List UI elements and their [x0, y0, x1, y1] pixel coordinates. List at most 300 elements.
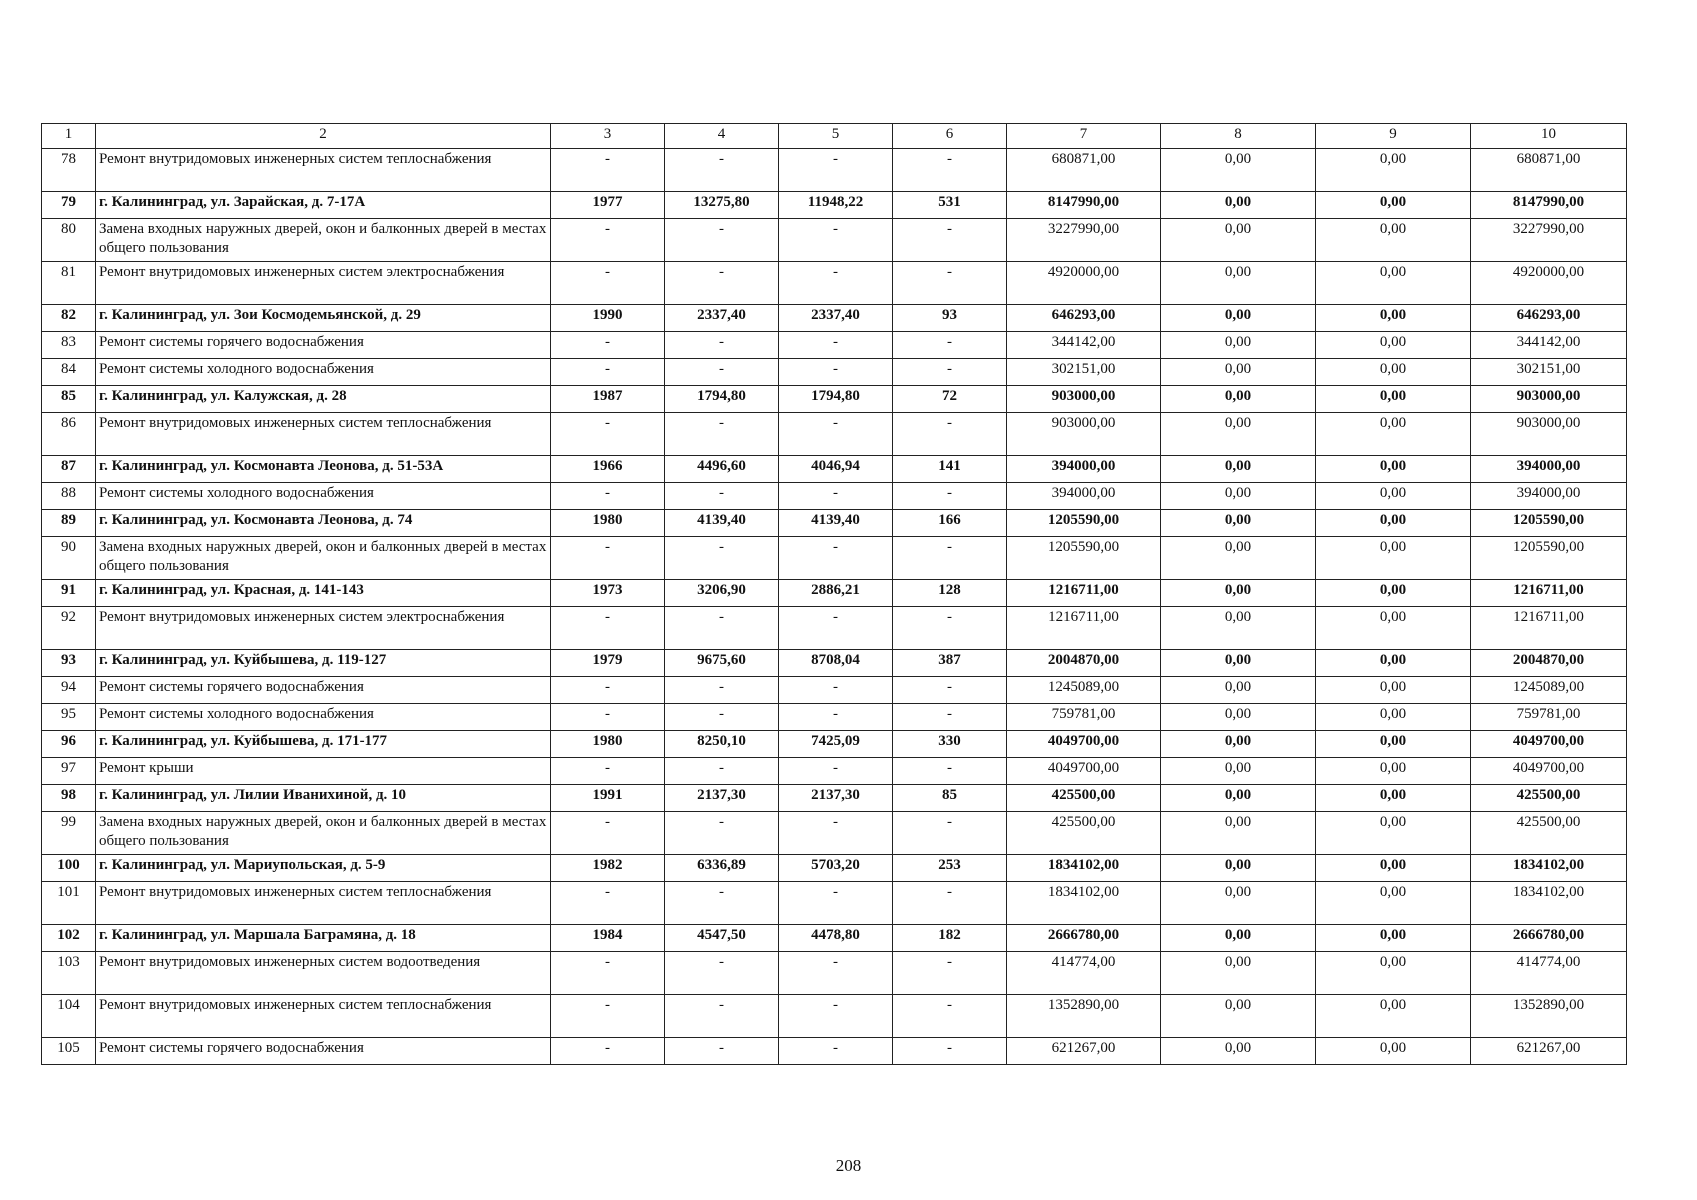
fund-column-8: 0,00	[1161, 359, 1316, 386]
total-cost: 621267,00	[1007, 1038, 1161, 1065]
total-cost: 1834102,00	[1007, 882, 1161, 925]
fund-column-10: 903000,00	[1471, 386, 1627, 413]
fund-column-9: 0,00	[1316, 995, 1471, 1038]
total-area: 8250,10	[665, 731, 779, 758]
fund-column-9: 0,00	[1316, 758, 1471, 785]
work-description: Ремонт внутридомовых инженерных систем электроснабжения	[96, 262, 551, 305]
residents-count: 128	[893, 580, 1007, 607]
living-area: 5703,20	[779, 855, 893, 882]
work-description: Ремонт внутридомовых инженерных систем водоотведения	[96, 952, 551, 995]
total-cost: 2004870,00	[1007, 650, 1161, 677]
total-cost: 1352890,00	[1007, 995, 1161, 1038]
fund-column-9: 0,00	[1316, 192, 1471, 219]
work-description: Ремонт системы горячего водоснабжения	[96, 1038, 551, 1065]
table-row	[42, 650, 1627, 677]
total-cost: 1216711,00	[1007, 580, 1161, 607]
residents-count: -	[893, 812, 1007, 855]
fund-column-8: 0,00	[1161, 192, 1316, 219]
living-area: -	[779, 149, 893, 192]
table-row	[42, 413, 1627, 456]
build-year: 1984	[551, 925, 665, 952]
living-area: 8708,04	[779, 650, 893, 677]
fund-column-8: 0,00	[1161, 580, 1316, 607]
total-area: -	[665, 882, 779, 925]
work-description: г. Калининград, ул. Зои Космодемьянской, д. 29	[96, 305, 551, 332]
build-year: -	[551, 332, 665, 359]
work-description: Ремонт крыши	[96, 758, 551, 785]
column-header: 5	[779, 124, 893, 149]
fund-column-9: 0,00	[1316, 952, 1471, 995]
fund-column-9: 0,00	[1316, 580, 1471, 607]
row-number: 90	[42, 537, 96, 580]
build-year: -	[551, 704, 665, 731]
residents-count: -	[893, 995, 1007, 1038]
living-area: -	[779, 332, 893, 359]
fund-column-8: 0,00	[1161, 995, 1316, 1038]
build-year: -	[551, 537, 665, 580]
fund-column-8: 0,00	[1161, 149, 1316, 192]
column-header: 10	[1471, 124, 1627, 149]
fund-column-8: 0,00	[1161, 607, 1316, 650]
total-cost: 1205590,00	[1007, 510, 1161, 537]
row-number: 86	[42, 413, 96, 456]
fund-column-9: 0,00	[1316, 882, 1471, 925]
fund-column-10: 394000,00	[1471, 456, 1627, 483]
total-cost: 646293,00	[1007, 305, 1161, 332]
column-header: 4	[665, 124, 779, 149]
column-header: 8	[1161, 124, 1316, 149]
build-year: 1980	[551, 510, 665, 537]
work-description: г. Калининград, ул. Мариупольская, д. 5-9	[96, 855, 551, 882]
fund-column-9: 0,00	[1316, 650, 1471, 677]
fund-column-10: 4049700,00	[1471, 731, 1627, 758]
build-year: 1990	[551, 305, 665, 332]
living-area: -	[779, 483, 893, 510]
table-row	[42, 305, 1627, 332]
build-year: -	[551, 413, 665, 456]
column-header: 7	[1007, 124, 1161, 149]
build-year: 1991	[551, 785, 665, 812]
total-cost: 1834102,00	[1007, 855, 1161, 882]
work-description: Замена входных наружных дверей, окон и балконных дверей в местах общего пользования	[96, 219, 551, 262]
fund-column-10: 344142,00	[1471, 332, 1627, 359]
living-area: -	[779, 413, 893, 456]
total-cost: 425500,00	[1007, 785, 1161, 812]
total-cost: 8147990,00	[1007, 192, 1161, 219]
residents-count: -	[893, 219, 1007, 262]
total-area: 3206,90	[665, 580, 779, 607]
living-area: -	[779, 537, 893, 580]
residents-count: -	[893, 149, 1007, 192]
build-year: 1973	[551, 580, 665, 607]
build-year: -	[551, 359, 665, 386]
row-number: 99	[42, 812, 96, 855]
fund-column-9: 0,00	[1316, 1038, 1471, 1065]
table-row	[42, 785, 1627, 812]
fund-column-10: 2004870,00	[1471, 650, 1627, 677]
build-year: -	[551, 607, 665, 650]
build-year: -	[551, 995, 665, 1038]
fund-column-9: 0,00	[1316, 855, 1471, 882]
living-area: 2337,40	[779, 305, 893, 332]
row-number: 100	[42, 855, 96, 882]
residents-count: -	[893, 704, 1007, 731]
work-description: Ремонт внутридомовых инженерных систем теплоснабжения	[96, 882, 551, 925]
total-area: 2337,40	[665, 305, 779, 332]
row-number: 91	[42, 580, 96, 607]
work-description: Ремонт внутридомовых инженерных систем электроснабжения	[96, 607, 551, 650]
table-row	[42, 704, 1627, 731]
row-number: 96	[42, 731, 96, 758]
total-cost: 2666780,00	[1007, 925, 1161, 952]
table-row	[42, 925, 1627, 952]
table-row	[42, 359, 1627, 386]
work-description: Ремонт внутридомовых инженерных систем теплоснабжения	[96, 413, 551, 456]
living-area: -	[779, 607, 893, 650]
residents-count: -	[893, 952, 1007, 995]
build-year: -	[551, 677, 665, 704]
row-number: 105	[42, 1038, 96, 1065]
build-year: 1979	[551, 650, 665, 677]
row-number: 84	[42, 359, 96, 386]
row-number: 89	[42, 510, 96, 537]
total-cost: 4049700,00	[1007, 758, 1161, 785]
living-area: -	[779, 359, 893, 386]
fund-column-9: 0,00	[1316, 305, 1471, 332]
total-cost: 1245089,00	[1007, 677, 1161, 704]
total-cost: 903000,00	[1007, 386, 1161, 413]
table-row	[42, 149, 1627, 192]
work-description: Ремонт системы холодного водоснабжения	[96, 359, 551, 386]
living-area: 4139,40	[779, 510, 893, 537]
total-area: 4547,50	[665, 925, 779, 952]
total-area: -	[665, 812, 779, 855]
fund-column-8: 0,00	[1161, 537, 1316, 580]
repair-program-table	[41, 123, 1627, 1065]
work-description: г. Калининград, ул. Космонавта Леонова, д. 74	[96, 510, 551, 537]
row-number: 104	[42, 995, 96, 1038]
fund-column-9: 0,00	[1316, 262, 1471, 305]
column-header: 9	[1316, 124, 1471, 149]
fund-column-8: 0,00	[1161, 855, 1316, 882]
residents-count: -	[893, 483, 1007, 510]
table-row	[42, 537, 1627, 580]
total-cost: 394000,00	[1007, 483, 1161, 510]
residents-count: -	[893, 607, 1007, 650]
work-description: Ремонт внутридомовых инженерных систем теплоснабжения	[96, 149, 551, 192]
fund-column-10: 1352890,00	[1471, 995, 1627, 1038]
total-area: -	[665, 219, 779, 262]
fund-column-9: 0,00	[1316, 704, 1471, 731]
residents-count: 93	[893, 305, 1007, 332]
fund-column-9: 0,00	[1316, 731, 1471, 758]
residents-count: 182	[893, 925, 1007, 952]
residents-count: -	[893, 1038, 1007, 1065]
fund-column-8: 0,00	[1161, 386, 1316, 413]
table-row	[42, 812, 1627, 855]
table-row	[42, 1038, 1627, 1065]
total-area: 9675,60	[665, 650, 779, 677]
fund-column-8: 0,00	[1161, 1038, 1316, 1065]
column-header: 3	[551, 124, 665, 149]
build-year: -	[551, 952, 665, 995]
fund-column-10: 1216711,00	[1471, 607, 1627, 650]
fund-column-8: 0,00	[1161, 731, 1316, 758]
living-area: -	[779, 758, 893, 785]
row-number: 95	[42, 704, 96, 731]
work-description: Замена входных наружных дверей, окон и балконных дверей в местах общего пользования	[96, 812, 551, 855]
table-row	[42, 456, 1627, 483]
work-description: г. Калининград, ул. Красная, д. 141-143	[96, 580, 551, 607]
fund-column-8: 0,00	[1161, 677, 1316, 704]
work-description: г. Калининград, ул. Зарайская, д. 7-17А	[96, 192, 551, 219]
total-cost: 759781,00	[1007, 704, 1161, 731]
living-area: 7425,09	[779, 731, 893, 758]
fund-column-8: 0,00	[1161, 413, 1316, 456]
work-description: г. Калининград, ул. Калужская, д. 28	[96, 386, 551, 413]
living-area: -	[779, 219, 893, 262]
fund-column-10: 3227990,00	[1471, 219, 1627, 262]
living-area: -	[779, 677, 893, 704]
residents-count: -	[893, 758, 1007, 785]
fund-column-8: 0,00	[1161, 456, 1316, 483]
fund-column-9: 0,00	[1316, 483, 1471, 510]
living-area: -	[779, 704, 893, 731]
build-year: 1987	[551, 386, 665, 413]
total-area: -	[665, 607, 779, 650]
residents-count: 166	[893, 510, 1007, 537]
table-row	[42, 510, 1627, 537]
fund-column-10: 302151,00	[1471, 359, 1627, 386]
total-area: -	[665, 262, 779, 305]
table-row	[42, 219, 1627, 262]
living-area: 2137,30	[779, 785, 893, 812]
fund-column-10: 1216711,00	[1471, 580, 1627, 607]
row-number: 92	[42, 607, 96, 650]
living-area: 1794,80	[779, 386, 893, 413]
fund-column-9: 0,00	[1316, 456, 1471, 483]
total-area: -	[665, 677, 779, 704]
row-number: 98	[42, 785, 96, 812]
fund-column-8: 0,00	[1161, 332, 1316, 359]
fund-column-10: 621267,00	[1471, 1038, 1627, 1065]
work-description: Ремонт внутридомовых инженерных систем теплоснабжения	[96, 995, 551, 1038]
total-area: -	[665, 952, 779, 995]
residents-count: 253	[893, 855, 1007, 882]
row-number: 79	[42, 192, 96, 219]
fund-column-9: 0,00	[1316, 359, 1471, 386]
fund-column-9: 0,00	[1316, 607, 1471, 650]
fund-column-10: 759781,00	[1471, 704, 1627, 731]
total-cost: 1205590,00	[1007, 537, 1161, 580]
fund-column-10: 2666780,00	[1471, 925, 1627, 952]
row-number: 87	[42, 456, 96, 483]
row-number: 93	[42, 650, 96, 677]
fund-column-8: 0,00	[1161, 952, 1316, 995]
total-area: -	[665, 359, 779, 386]
fund-column-9: 0,00	[1316, 510, 1471, 537]
fund-column-10: 903000,00	[1471, 413, 1627, 456]
living-area: -	[779, 952, 893, 995]
row-number: 102	[42, 925, 96, 952]
fund-column-10: 1245089,00	[1471, 677, 1627, 704]
fund-column-8: 0,00	[1161, 812, 1316, 855]
fund-column-9: 0,00	[1316, 925, 1471, 952]
work-description: Ремонт системы холодного водоснабжения	[96, 704, 551, 731]
total-area: 13275,80	[665, 192, 779, 219]
table-row	[42, 332, 1627, 359]
column-header: 6	[893, 124, 1007, 149]
residents-count: 141	[893, 456, 1007, 483]
living-area: -	[779, 995, 893, 1038]
total-area: 2137,30	[665, 785, 779, 812]
total-area: -	[665, 332, 779, 359]
build-year: -	[551, 1038, 665, 1065]
row-number: 78	[42, 149, 96, 192]
total-area: -	[665, 483, 779, 510]
total-cost: 394000,00	[1007, 456, 1161, 483]
total-area: 4139,40	[665, 510, 779, 537]
row-number: 103	[42, 952, 96, 995]
total-cost: 680871,00	[1007, 149, 1161, 192]
total-area: -	[665, 704, 779, 731]
build-year: -	[551, 149, 665, 192]
fund-column-9: 0,00	[1316, 413, 1471, 456]
residents-count: 387	[893, 650, 1007, 677]
build-year: -	[551, 483, 665, 510]
build-year: -	[551, 262, 665, 305]
fund-column-10: 1834102,00	[1471, 855, 1627, 882]
fund-column-8: 0,00	[1161, 219, 1316, 262]
fund-column-10: 646293,00	[1471, 305, 1627, 332]
total-area: -	[665, 758, 779, 785]
build-year: -	[551, 758, 665, 785]
fund-column-10: 1834102,00	[1471, 882, 1627, 925]
fund-column-10: 4920000,00	[1471, 262, 1627, 305]
residents-count: -	[893, 677, 1007, 704]
fund-column-10: 394000,00	[1471, 483, 1627, 510]
row-number: 94	[42, 677, 96, 704]
row-number: 101	[42, 882, 96, 925]
build-year: 1980	[551, 731, 665, 758]
work-description: Ремонт системы горячего водоснабжения	[96, 332, 551, 359]
row-number: 97	[42, 758, 96, 785]
living-area: -	[779, 262, 893, 305]
living-area: 4046,94	[779, 456, 893, 483]
residents-count: -	[893, 537, 1007, 580]
table-row	[42, 952, 1627, 995]
fund-column-8: 0,00	[1161, 758, 1316, 785]
residents-count: -	[893, 332, 1007, 359]
table-row	[42, 386, 1627, 413]
work-description: г. Калининград, ул. Маршала Баграмяна, д. 18	[96, 925, 551, 952]
table-row	[42, 995, 1627, 1038]
living-area: 4478,80	[779, 925, 893, 952]
total-area: -	[665, 537, 779, 580]
work-description: Замена входных наружных дверей, окон и балконных дверей в местах общего пользования	[96, 537, 551, 580]
fund-column-8: 0,00	[1161, 925, 1316, 952]
residents-count: -	[893, 359, 1007, 386]
table-row	[42, 483, 1627, 510]
table-body	[42, 149, 1627, 1065]
fund-column-8: 0,00	[1161, 483, 1316, 510]
build-year: -	[551, 812, 665, 855]
living-area: -	[779, 882, 893, 925]
fund-column-8: 0,00	[1161, 305, 1316, 332]
residents-count: 531	[893, 192, 1007, 219]
fund-column-8: 0,00	[1161, 882, 1316, 925]
table-row	[42, 262, 1627, 305]
total-area: -	[665, 995, 779, 1038]
residents-count: -	[893, 262, 1007, 305]
row-number: 85	[42, 386, 96, 413]
fund-column-8: 0,00	[1161, 650, 1316, 677]
living-area: 2886,21	[779, 580, 893, 607]
total-cost: 4920000,00	[1007, 262, 1161, 305]
total-cost: 903000,00	[1007, 413, 1161, 456]
fund-column-9: 0,00	[1316, 386, 1471, 413]
work-description: г. Калининград, ул. Лилии Иванихиной, д. 10	[96, 785, 551, 812]
fund-column-10: 680871,00	[1471, 149, 1627, 192]
fund-column-10: 1205590,00	[1471, 537, 1627, 580]
total-area: -	[665, 413, 779, 456]
residents-count: 330	[893, 731, 1007, 758]
fund-column-8: 0,00	[1161, 510, 1316, 537]
fund-column-10: 425500,00	[1471, 785, 1627, 812]
residents-count: 72	[893, 386, 1007, 413]
living-area: -	[779, 812, 893, 855]
table-row	[42, 882, 1627, 925]
table-row	[42, 580, 1627, 607]
table-row	[42, 607, 1627, 650]
build-year: -	[551, 219, 665, 262]
total-area: 4496,60	[665, 456, 779, 483]
build-year: 1977	[551, 192, 665, 219]
total-cost: 4049700,00	[1007, 731, 1161, 758]
fund-column-9: 0,00	[1316, 812, 1471, 855]
fund-column-10: 425500,00	[1471, 812, 1627, 855]
fund-column-9: 0,00	[1316, 677, 1471, 704]
living-area: 11948,22	[779, 192, 893, 219]
total-cost: 1216711,00	[1007, 607, 1161, 650]
table-row	[42, 758, 1627, 785]
work-description: Ремонт системы холодного водоснабжения	[96, 483, 551, 510]
table-row	[42, 677, 1627, 704]
build-year: 1982	[551, 855, 665, 882]
fund-column-8: 0,00	[1161, 262, 1316, 305]
fund-column-10: 4049700,00	[1471, 758, 1627, 785]
fund-column-8: 0,00	[1161, 704, 1316, 731]
page-number: 208	[835, 1156, 862, 1175]
fund-column-9: 0,00	[1316, 149, 1471, 192]
fund-column-9: 0,00	[1316, 219, 1471, 262]
build-year: 1966	[551, 456, 665, 483]
fund-column-9: 0,00	[1316, 332, 1471, 359]
residents-count: -	[893, 413, 1007, 456]
total-area: 1794,80	[665, 386, 779, 413]
work-description: г. Калининград, ул. Куйбышева, д. 119-127	[96, 650, 551, 677]
living-area: -	[779, 1038, 893, 1065]
total-area: -	[665, 149, 779, 192]
row-number: 88	[42, 483, 96, 510]
fund-column-10: 8147990,00	[1471, 192, 1627, 219]
column-header: 2	[96, 124, 551, 149]
total-area: 6336,89	[665, 855, 779, 882]
residents-count: -	[893, 882, 1007, 925]
fund-column-10: 414774,00	[1471, 952, 1627, 995]
total-cost: 344142,00	[1007, 332, 1161, 359]
fund-column-9: 0,00	[1316, 785, 1471, 812]
